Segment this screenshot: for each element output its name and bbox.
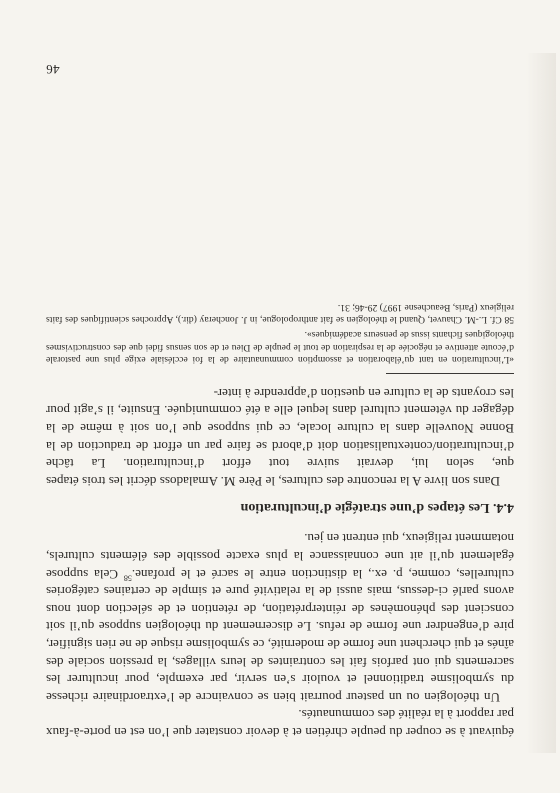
footnote-58: 58 Cf. L.-M. Chauvet, Quand le théologien se fait anthropologue, in J. Joncheray (dir.), Approches scientifiques des faits religieux (Paris, Beauchesne 1997) 29-46; 31.: [46, 301, 514, 326]
main-text: [46, 297, 514, 741]
paragraph-continuation: équivaut à se couper du peuple chrétien et à devoir constater que l’on est en porte-à-faux par rapport à la réalité des communautés.: [46, 707, 514, 740]
paragraph-amaladoss-text: Dans son livre A la rencontre des cultures, le Père M. Amaladoss décrit les trois étapes que, selon lui, devrait suivre tout effort d’inculturation. La tâche d’inculturation/contextualisation doit d’abord se faire par un effort de traduction de la Bonne Nouvelle dans la culture locale, ce qui suppose que l’on soit à même de la dégager du vêtement culturel dans lequel elle a été communiquée. Ensuite, il s’agit pour les croyants de la culture en question d’apprendre à inter-: [46, 385, 514, 489]
paragraph-amaladoss: [46, 384, 514, 490]
footnote-ref-58[interactable]: 58: [123, 573, 132, 583]
adjacent-page-shadow: [526, 53, 556, 753]
paragraph-theologian-text: Un théologien ou un pasteur pourrait bien se convaincre de l’extraordinaire richesse du symbolisme traditionnel et vouloir s’en servir, par exemple, pour inculturer les sacrements qui ont parfois fait les contraintes de leurs villages, la pression sociale des aînés et qui cherchent une forme de modernité, ce symbolisme risque de ne rien signifier, pire d’engendrer une forme de refus. Le discernement du théologien suppose qu’il soit conscient des phénomènes de réinterprétation, de rétention et de sélection dont nous avons parlé ci-dessus, mais aussi de la relativité pure et simple de certaines catégories culturelles, comme, p. ex., la distinction entre le sacré et le profane.: [46, 566, 514, 705]
paragraph-theologian-end: Cela suppose également qu’il ait une connaissance la plus exacte possible des éléments culturels, notamment religieux, qui entrent en jeu.: [46, 531, 514, 582]
page-number: 46: [46, 62, 60, 77]
footnote-rule: [386, 373, 514, 374]
paragraph-theologian: [46, 530, 514, 706]
section-heading: 4.4. Les étapes d’une stratégie d’inculturation: [240, 499, 514, 515]
footnote-quote: «L’inculturation en tant qu’élaboration et assomption communautaire de la foi ecclésiale exige plus une pastorale d’écoute attentive et négociée de la respiration de tout le peuple de Dieu et de son sensus fidei que des constructivismes théologiques fichants issus de penseurs académiques».: [46, 329, 514, 366]
